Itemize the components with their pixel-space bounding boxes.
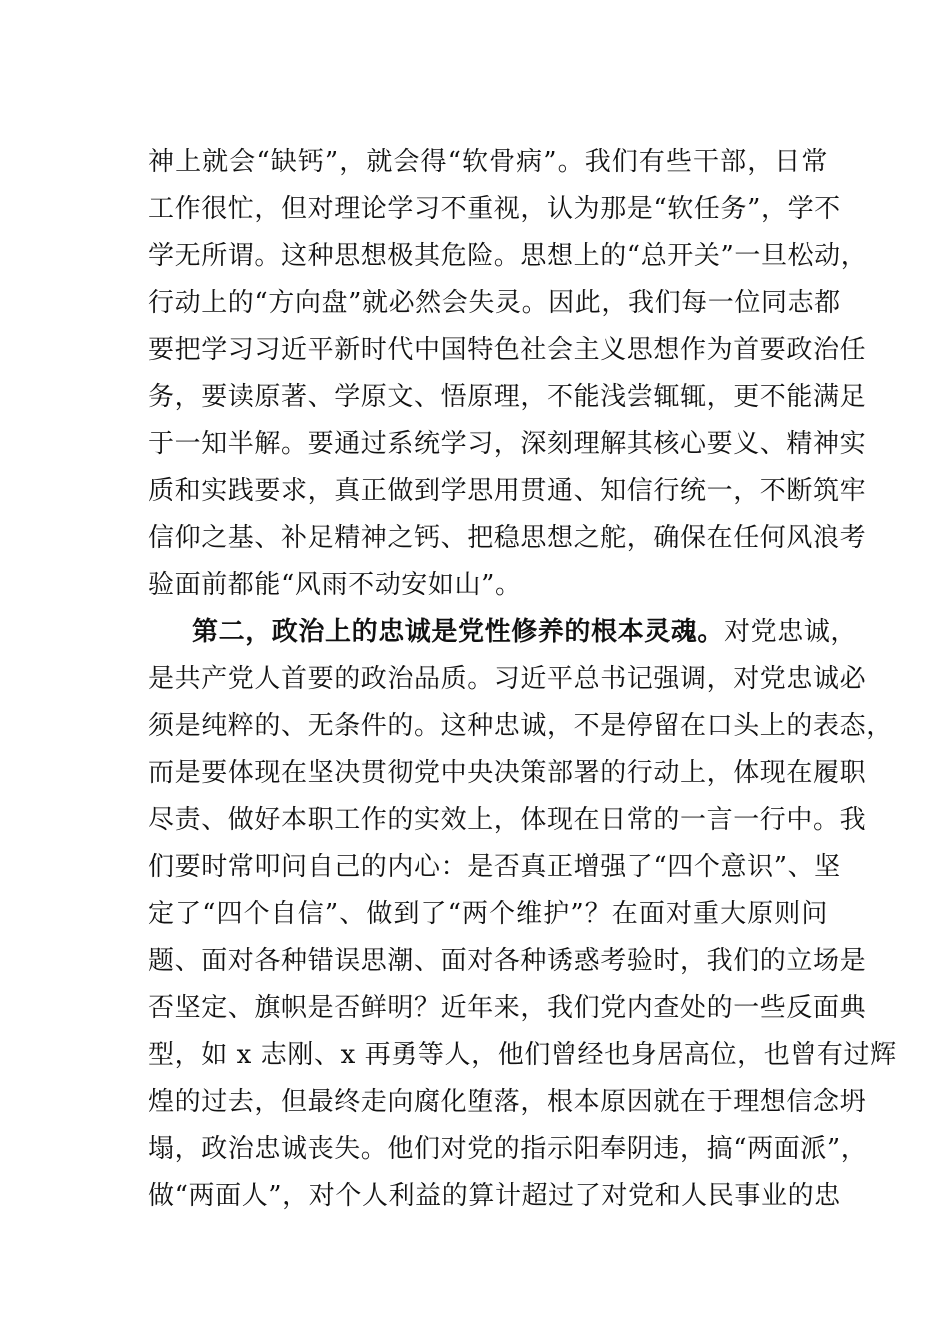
paragraph-2-line-12: 塌，政治忠诚丧失。他们对党的指示阳奉阴违，搞“两面派”， <box>148 1134 868 1164</box>
paragraph-2-line-13: 做“两面人”，对个人利益的算计超过了对党和人民事业的忠 <box>148 1181 841 1211</box>
paragraph-1-line-8: 质和实践要求，真正做到学思用贯通、知信行统一，不断筑牢 <box>148 476 867 506</box>
paragraph-1-line-7: 于一知半解。要通过系统学习，深刻理解其核心要义、精神实 <box>148 429 867 459</box>
paragraph-1-line-3: 学无所谓。这种思想极其危险。思想上的“总开关”一旦松动， <box>148 241 868 271</box>
paragraph-2-line-9: 否坚定、旗帜是否鲜明？近年来，我们党内查处的一些反面典 <box>148 993 867 1023</box>
paragraph-2-line-11: 煌的过去，但最终走向腐化堕落，根本原因就在于理想信念坍 <box>148 1087 867 1117</box>
paragraph-2-line-10: 型，如 x 志刚、x 再勇等人，他们曾经也身居高位，也曾有过辉 <box>148 1040 897 1070</box>
paragraph-2-line-1 <box>192 610 858 654</box>
paragraph-2-first-rest: 对党忠诚， <box>724 617 858 647</box>
paragraph-1-line-5: 要把学习习近平新时代中国特色社会主义思想作为首要政治任 <box>148 335 867 365</box>
paragraph-2-line-4: 而是要体现在坚决贯彻党中央决策部署的行动上，体现在履职 <box>148 758 867 788</box>
paragraph-1-line-2: 工作很忙，但对理论学习不重视，认为那是“软任务”，学不 <box>148 194 841 224</box>
paragraph-2-line-7: 定了“四个自信”、做到了“两个维护”？在面对重大原则问 <box>148 899 828 929</box>
paragraph-1-line-10: 验面前都能“风雨不动安如山”。 <box>148 570 522 600</box>
paragraph-1-line-1: 神上就会“缺钙”，就会得“软骨病”。我们有些干部，日常 <box>148 147 828 177</box>
paragraph-2-line-3: 须是纯粹的、无条件的。这种忠诚，不是停留在口头上的表态， <box>148 711 893 741</box>
paragraph-2-line-5: 尽责、做好本职工作的实效上，体现在日常的一言一行中。我 <box>148 805 867 835</box>
paragraph-2-line-6: 们要时常叩问自己的内心：是否真正增强了“四个意识”、坚 <box>148 852 841 882</box>
section-heading: 第二，政治上的忠诚是党性修养的根本灵魂。 <box>192 617 725 647</box>
paragraph-1-line-9: 信仰之基、补足精神之钙、把稳思想之舵，确保在任何风浪考 <box>148 523 867 553</box>
paragraph-1-line-6: 务，要读原著、学原文、悟原理，不能浅尝辄辄，更不能满足 <box>148 382 867 412</box>
paragraph-2-line-2: 是共产党人首要的政治品质。习近平总书记强调，对党忠诚必 <box>148 664 867 694</box>
paragraph-2-line-8: 题、面对各种错误思潮、面对各种诱惑考验时，我们的立场是 <box>148 946 867 976</box>
paragraph-1-line-4: 行动上的“方向盘”就必然会失灵。因此，我们每一位同志都 <box>148 288 841 318</box>
